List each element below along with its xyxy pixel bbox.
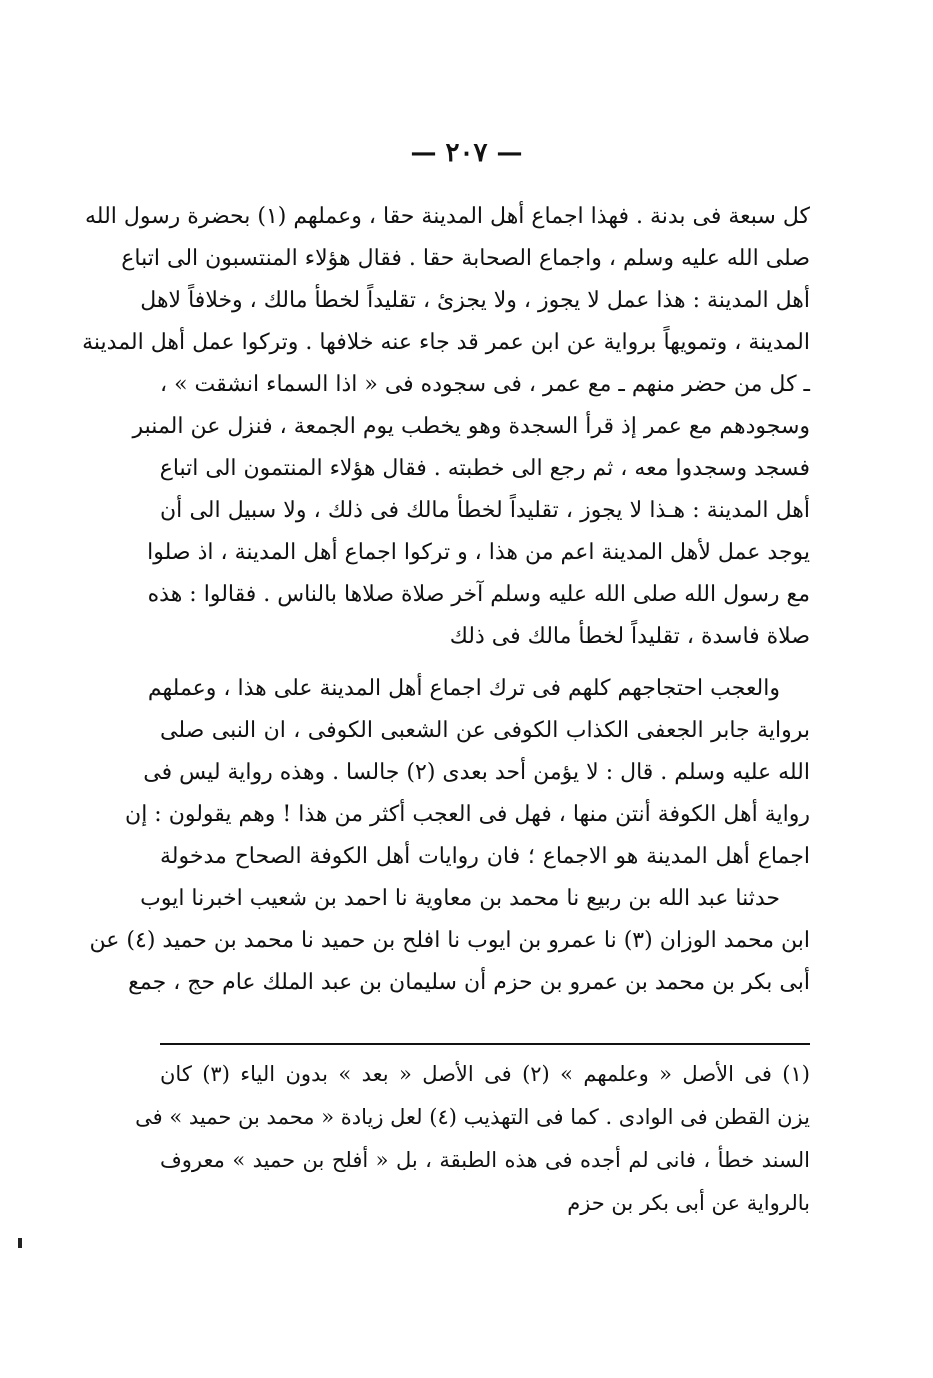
text-line: أهل المدينة : هذا عمل لا يجوز ، ولا يجزئ ، تقليداً لخطأ مالك ، وخلافاً لاهل (140, 288, 810, 313)
text-line: فسجد وسجدوا معه ، ثم رجع الى خطبته . فقال هؤلاء المنتمون الى اتباع (159, 456, 810, 481)
text-line: المدينة ، وتمويهاً برواية عن ابن عمر قد جاء عنه خلافها . وتركوا عمل أهل المدينة (82, 330, 810, 355)
paragraph-2 (125, 668, 810, 878)
footnote-line: السند خطأ ، فانى لم أجده فى هذه الطبقة ، بل « أفلح بن حميد » معروف (160, 1148, 810, 1172)
footnotes (135, 1053, 810, 1225)
main-text (82, 196, 810, 1004)
text-line: يوجد عمل لأهل المدينة اعم من هذا ، و تركوا اجماع أهل المدينة ، اذ صلوا (147, 540, 810, 565)
text-line: أهل المدينة : هـذا لا يجوز ، تقليداً لخطأ مالك فى ذلك ، ولا سبيل الى أن (160, 498, 810, 523)
paragraph-1 (82, 196, 810, 658)
footnote-line: يزن القطن فى الوادى . كما فى التهذيب (٤) لعل زيادة « محمد بن حميد » فى (135, 1105, 810, 1129)
text-line: اجماع أهل المدينة هو الاجماع ؛ فان روايات أهل الكوفة الصحاح مدخولة (160, 844, 810, 869)
text-line: ـ كل من حضر منهم ـ مع عمر ، فى سجوده فى « اذا السماء انشقت » ، (160, 372, 810, 397)
text-line: مع رسول الله صلى الله عليه وسلم آخر صلاة صلاها بالناس . فقالوا : هذه (147, 582, 810, 607)
scan-mark (18, 1238, 22, 1248)
footnote-line: (١) فى الأصل « وعلمهم » (٢) فى الأصل « بعد » بدون الياء (٣) كان (160, 1062, 810, 1086)
page-number: — ٢٠٧ — (410, 138, 523, 168)
text-line: ابن محمد الوزان (٣) نا عمرو بن ايوب نا افلح بن حميد نا محمد بن حميد (٤) عن (89, 928, 810, 953)
text-line: رواية أهل الكوفة أنتن منها ، فهل فى العجب أكثر من هذا ! وهم يقولون : إن (125, 802, 810, 827)
text-line: وسجودهم مع عمر إذ قرأ السجدة وهو يخطب يوم الجمعة ، فنزل عن المنبر (132, 414, 810, 439)
text-line: أبى بكر بن محمد بن عمرو بن حزم أن سليمان بن عبد الملك عام حج ، جمع (128, 970, 810, 995)
text-line: كل سبعة فى بدنة . فهذا اجماع أهل المدينة حقا ، وعملهم (١) بحضرة رسول الله (85, 204, 810, 229)
paragraph-gap (160, 658, 810, 668)
text-line: حدثنا عبد الله بن ربيع نا محمد بن معاوية نا احمد بن شعيب اخبرنا ايوب (140, 886, 780, 911)
text-line: الله عليه وسلم . قال : لا يؤمن أحد بعدى (٢) جالسا . وهذه رواية ليس فى (143, 760, 810, 785)
text-line: والعجب احتجاجهم كلهم فى ترك اجماع أهل المدينة على هذا ، وعملهم (147, 676, 780, 701)
text-line: صلاة فاسدة ، تقليداً لخطأ مالك فى ذلك (449, 624, 810, 649)
text-line: برواية جابر الجعفى الكذاب الكوفى عن الشعبى الكوفى ، ان النبى صلى (160, 718, 810, 743)
paragraph-3 (89, 878, 810, 1004)
footnote-line: بالرواية عن أبى بكر بن حزم (567, 1191, 810, 1215)
text-line: صلى الله عليه وسلم ، واجماع الصحابة حقا . فقال هؤلاء المنتسبون الى اتباع (121, 246, 810, 271)
footnote-divider (160, 1043, 810, 1045)
